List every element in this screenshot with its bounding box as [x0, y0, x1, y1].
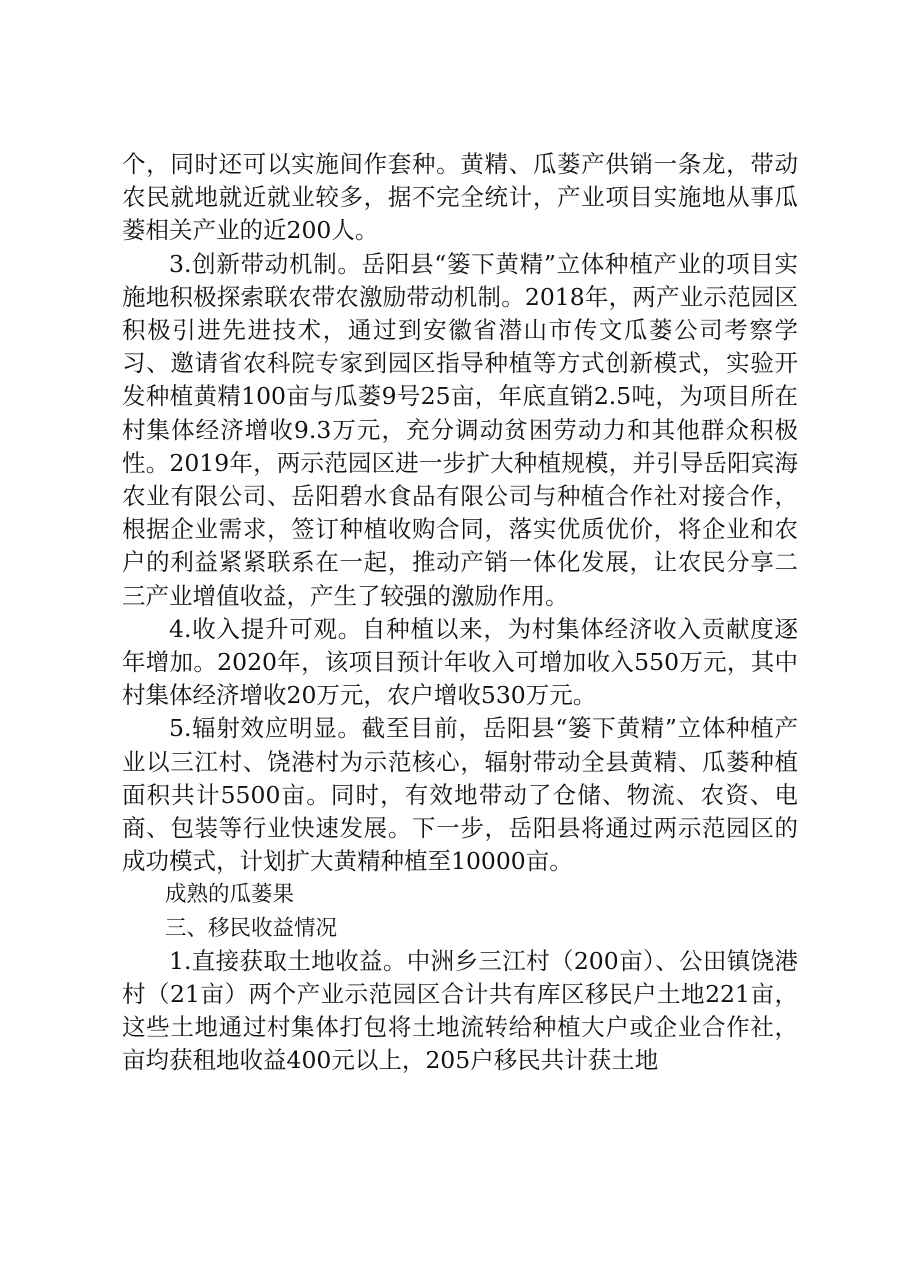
paragraph-income-increase: 4.收入提升可观。自种植以来，为村集体经济收入贡献度逐年增加。2020年，该项目预计年收入可增加收入550万元，其中村集体经济增收20万元，农户增收530万元。	[122, 614, 798, 710]
paragraph-land-income: 1.直接获取土地收益。中洲乡三江村（200亩）、公田镇饶港村（21亩）两个产业示范园区合计共有库区移民户土地221亩，这些土地通过村集体打包将土地流转给种植大户或企业合作社，亩均获租地收益400元以上，205户移民共计获土地	[122, 946, 798, 1075]
paragraph-innovation-mechanism: 3.创新带动机制。岳阳县“篓下黄精”立体种植产业的项目实施地积极探索联农带农激励带动机制。2018年，两产业示范园区积极引进先进技术，通过到安徽省潜山市传文瓜蒌公司考察学习、邀请省农科院专家到园区指导种植等方式创新模式，实验开发种植黄精100亩与瓜蒌9号25亩，年底直销2.5吨，为项目所在村集体经济增收9.3万元，充分调动贫困劳动力和其他群众积极性。2019年，两示范园区进一步扩大种植规模，并引导岳阳宾海农业有限公司、岳阳碧水食品有限公司与种植合作社对接合作，根据企业需求，签订种植收购合同，落实优质优价，将企业和农户的利益紧紧联系在一起，推动产销一体化发展，让农民分享二三产业增值收益，产生了较强的激励作用。	[122, 249, 798, 610]
paragraph-continuation: 个，同时还可以实施间作套种。黄精、瓜蒌产供销一条龙，带动农民就地就近就业较多，据不完全统计，产业项目实施地从事瓜蒌相关产业的近200人。	[122, 150, 798, 245]
image-caption: 成熟的瓜蒌果	[165, 882, 295, 908]
document-body	[122, 148, 798, 1078]
paragraph-radiation-effect: 5.辐射效应明显。截至目前，岳阳县“篓下黄精”立体种植产业以三江村、饶港村为示范核心，辐射带动全县黄精、瓜蒌种植面积共计5500亩。同时，有效地带动了仓储、物流、农资、电商、包装等行业快速发展。下一步，岳阳县将通过两示范园区的成功模式，计划扩大黄精种植至10000亩。	[122, 714, 798, 876]
section-heading: 三、移民收益情况	[165, 915, 338, 941]
